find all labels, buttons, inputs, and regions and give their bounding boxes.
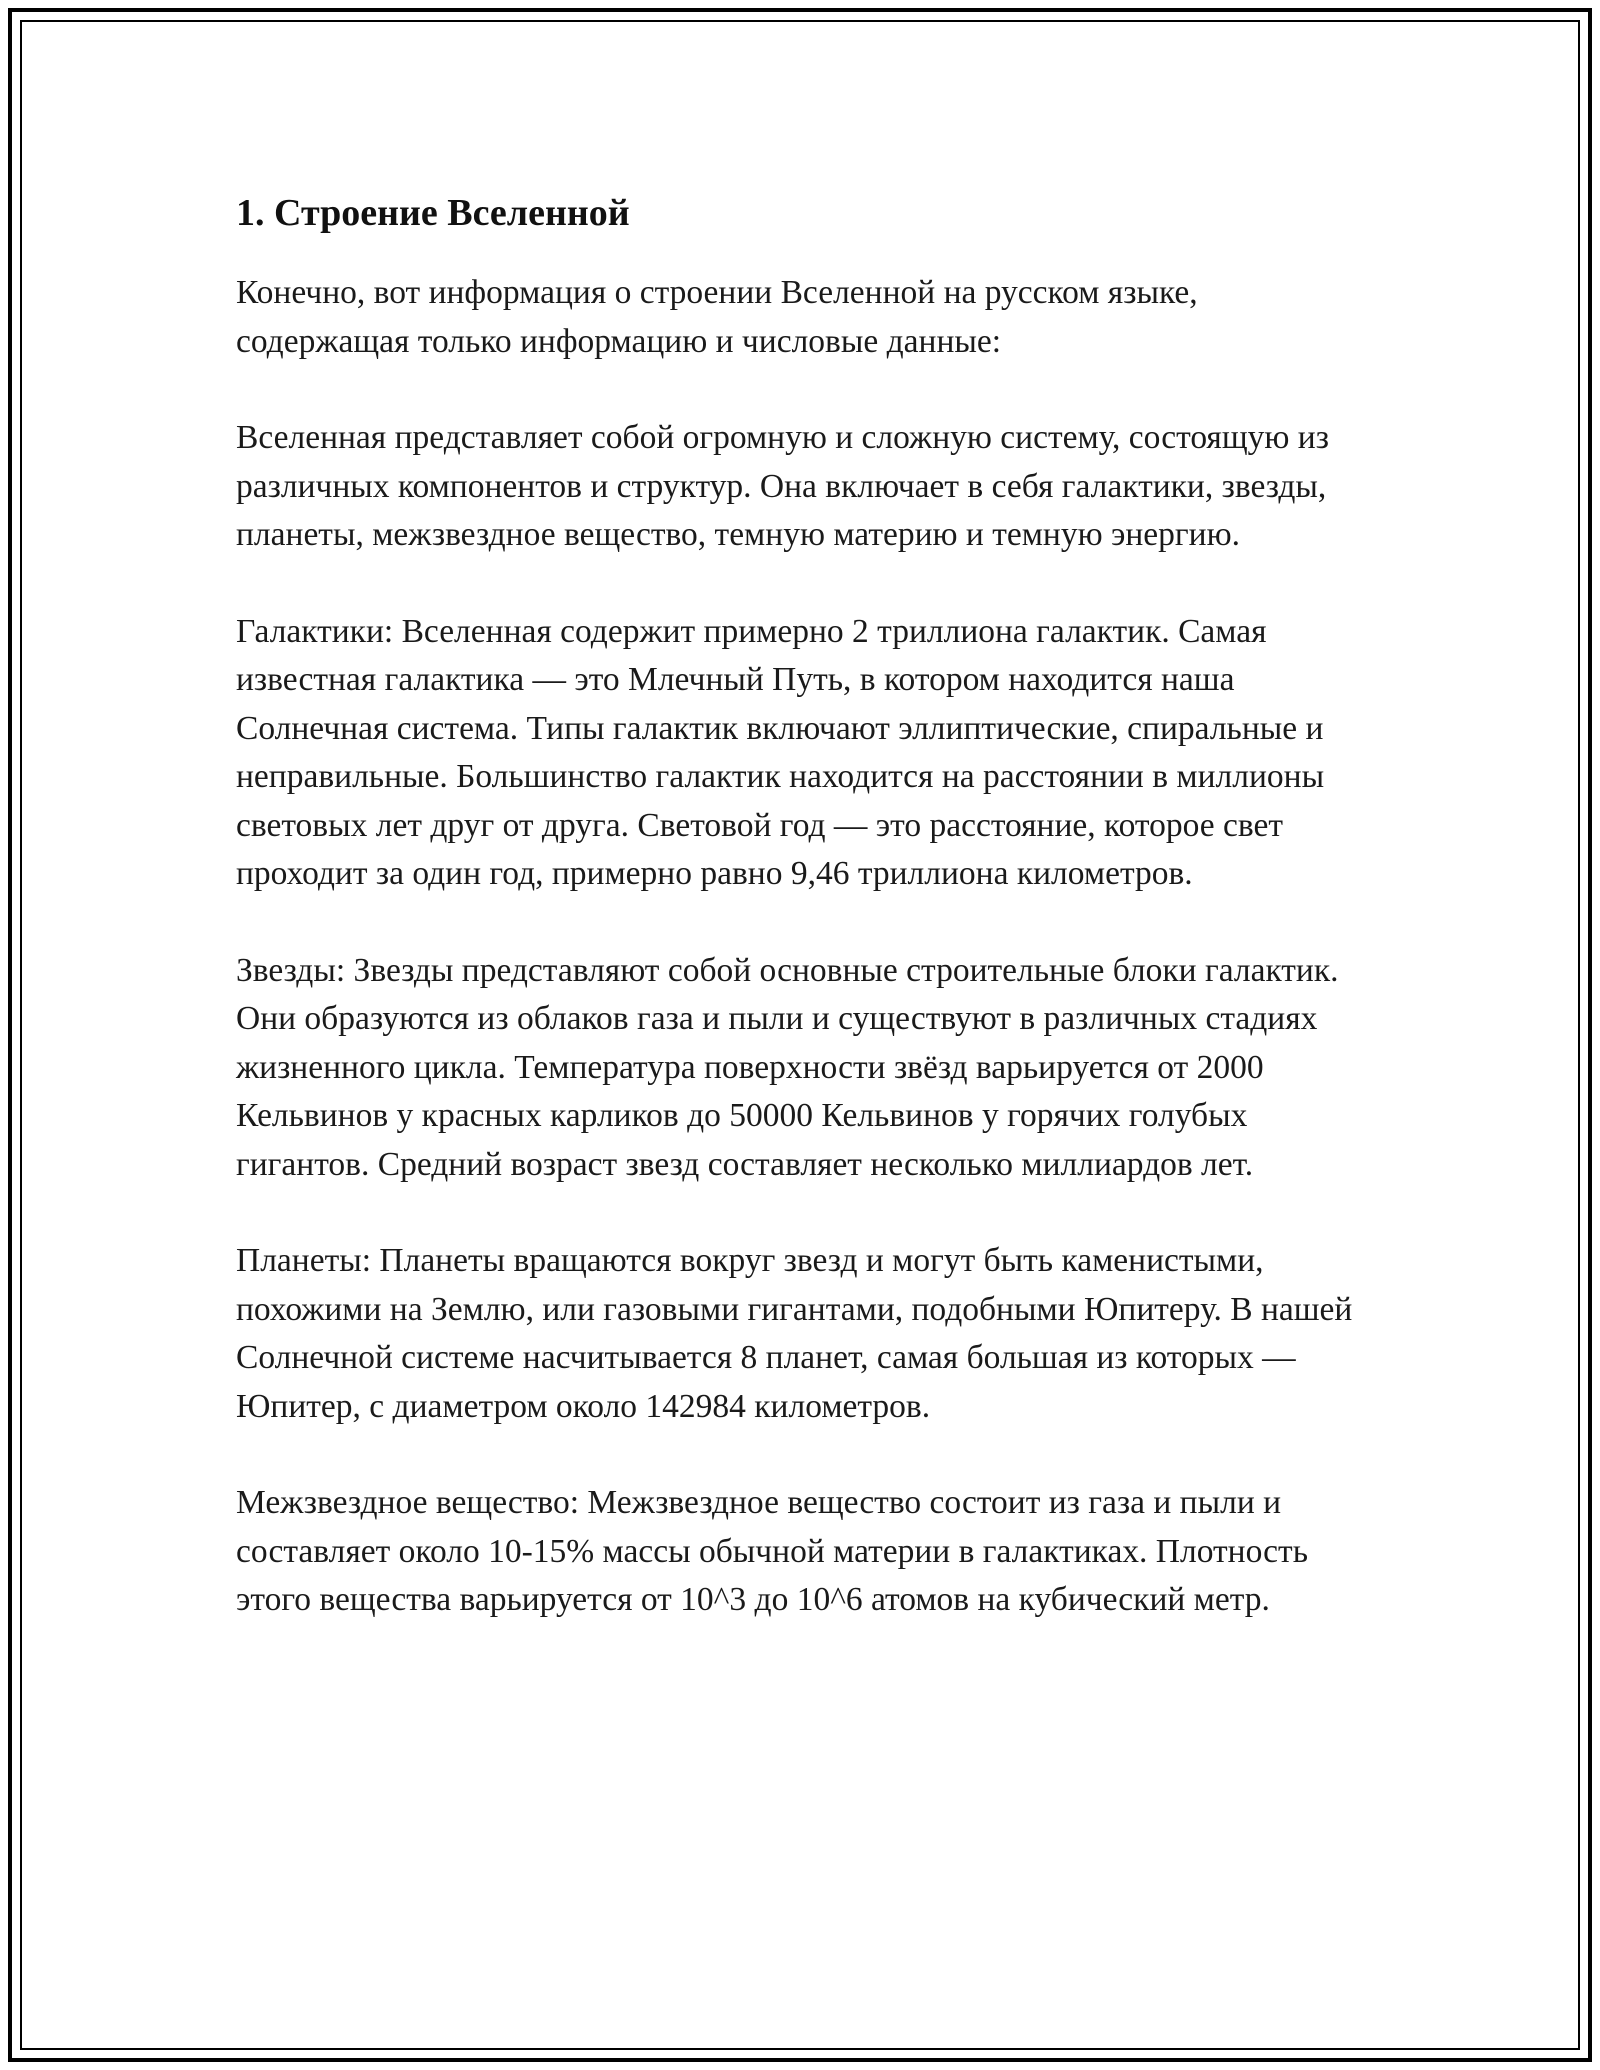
paragraph-interstellar-medium: Межзвездное вещество: Межзвездное вещество состоит из газа и пыли и составляет около 10-15% массы обычной материи в галактиках. Плотность этого вещества варьируется от 10^3 до 10^6 атомов на кубический метр. xyxy=(236,1484,1308,1618)
paragraph-planets: Планеты: Планеты вращаются вокруг звезд и могут быть каменистыми, похожими на Землю, или газовыми гигантами, подобными Юпитеру. В нашей Солнечной системе насчитывается 8 планет, самая большая из которых — Юпитер, с диаметром около 142984 километров. xyxy=(236,1242,1353,1425)
document-body xyxy=(236,188,1366,1673)
paragraph-galaxies: Галактики: Вселенная содержит примерно 2 триллиона галактик. Самая известная галактика — это Млечный Путь, в котором находится наша Солнечная система. Типы галактик включают эллиптические, спиральные и неправильные. Большинство галактик находится на расстоянии в миллионы световых лет друг от друга. Световой год — это расстояние, которое свет проходит за один год, примерно равно 9,46 триллиона километров. xyxy=(236,612,1325,892)
paragraph-stars: Звезды: Звезды представляют собой основные строительные блоки галактик. Они образуются из облаков газа и пыли и существуют в различных стадиях жизненного цикла. Температура поверхности звёзд варьируется от 2000 Кельвинов у красных карликов до 50000 Кельвинов у горячих голубых гигантов. Средний возраст звезд составляет несколько миллиардов лет. xyxy=(236,951,1339,1183)
paragraph-intro: Конечно, вот информация о строении Вселенной на русском языке, содержащая только информацию и числовые данные: xyxy=(236,274,1198,360)
paragraph-universe-overview: Вселенная представляет собой огромную и сложную систему, состоящую из различных компонентов и структур. Она включает в себя галактики, звезды, планеты, межзвездное вещество, темную материю и темную энергию. xyxy=(236,419,1329,553)
page-title: 1. Строение Вселенной xyxy=(236,192,630,234)
